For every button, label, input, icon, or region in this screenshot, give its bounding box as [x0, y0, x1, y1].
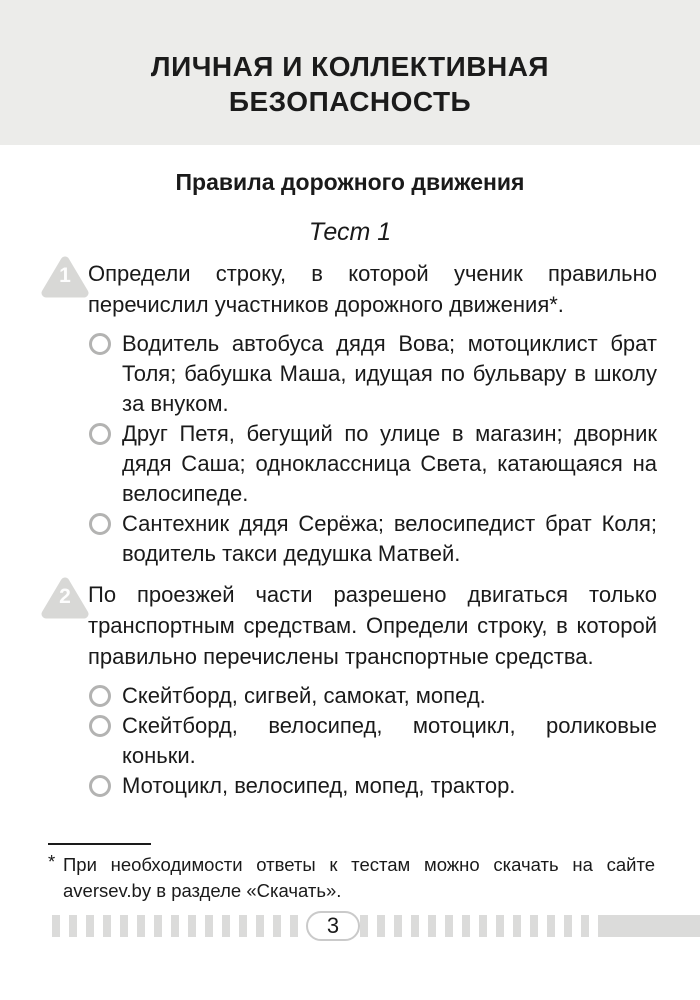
radio-circle-icon[interactable]	[89, 333, 111, 355]
answer-option[interactable]	[88, 419, 657, 509]
question-2-text: По проезжей части разрешено двигаться только транспортным средствам. Определи строку, в которой правильно перечислены транспортные средства.	[88, 582, 657, 669]
section-title: Правила дорожного движения	[175, 169, 525, 195]
page-number-pill	[306, 911, 360, 941]
question-1	[59, 258, 657, 569]
answer-option-text: Скейтборд, сигвей, самокат, мопед.	[122, 683, 486, 708]
answer-option[interactable]	[88, 771, 657, 801]
question-1-text: Определи строку, в которой ученик правильно перечислил участников дорожного движения*.	[88, 261, 657, 317]
answer-option-text: Сантехник дядя Серёжа; велосипедист брат Коля; водитель такси дедушка Матвей.	[122, 511, 657, 566]
answer-option-text: Друг Петя, бегущий по улице в магазин; дворник дядя Саша; одноклассница Света, катающаяся на велосипеде.	[122, 421, 657, 506]
answer-option-text: Водитель автобуса дядя Вова; мотоциклист брат Толя; бабушка Маша, идущая по бульвару в школу за внуком.	[122, 331, 657, 416]
radio-circle-icon[interactable]	[89, 423, 111, 445]
chapter-header	[0, 0, 700, 145]
answer-option[interactable]	[88, 681, 657, 711]
page-footer-bar	[0, 915, 700, 937]
question-2-number: 2	[59, 585, 71, 608]
question-2	[59, 579, 657, 801]
footnote-text-content: При необходимости ответы к тестам можно скачать на сайте aversev.by в разделе «Скачать».	[63, 854, 655, 901]
page-number: 3	[326, 913, 340, 938]
radio-circle-icon[interactable]	[89, 715, 111, 737]
footnote-asterisk: *	[48, 851, 56, 872]
chapter-title: ЛИЧНАЯ И КОЛЛЕКТИВНАЯ БЕЗОПАСНОСТЬ	[150, 50, 550, 117]
answer-option-text: Мотоцикл, велосипед, мопед, трактор.	[122, 773, 516, 798]
footer-bars-right	[360, 915, 606, 937]
footer-bars-left	[52, 915, 306, 937]
radio-circle-icon[interactable]	[89, 775, 111, 797]
question-1-triangle-badge-icon	[41, 253, 89, 300]
test-title: Тест 1	[308, 218, 392, 246]
footer-solid-block	[606, 915, 700, 937]
question-1-number: 1	[59, 264, 71, 287]
question-1-options	[88, 329, 657, 569]
answer-option-text: Скейтборд, велосипед, мотоцикл, роликовые коньки.	[122, 713, 657, 768]
footnote	[48, 843, 655, 904]
radio-circle-icon[interactable]	[89, 513, 111, 535]
question-2-options	[88, 681, 657, 801]
footnote-text	[48, 852, 655, 904]
answer-option[interactable]	[88, 711, 657, 771]
answer-option[interactable]	[88, 329, 657, 419]
question-2-triangle-badge-icon	[41, 574, 89, 621]
answer-option[interactable]	[88, 509, 657, 569]
radio-circle-icon[interactable]	[89, 685, 111, 707]
footnote-divider	[48, 843, 151, 845]
